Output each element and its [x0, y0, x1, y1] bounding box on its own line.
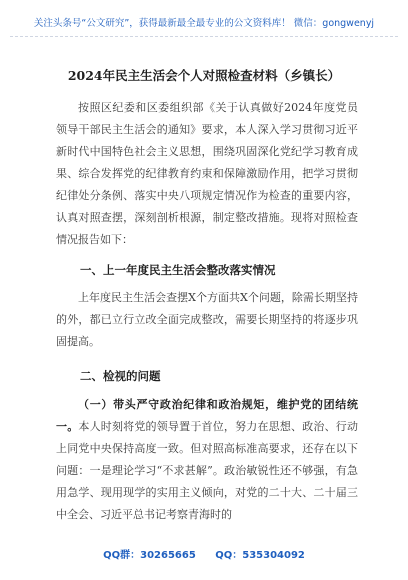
- header-note: 关注头条号“公文研究”，获得最新最全最专业的公文资料库！ 微信：gongwenyj: [33, 18, 375, 29]
- header-divider: [10, 36, 398, 37]
- subsection1-lead: （一）带头严守政治纪律和政治规矩，维护党的团结统一。: [56, 398, 358, 433]
- section2-heading: 二、检视的问题: [80, 369, 161, 383]
- document-title: 2024年民主生活会个人对照检查材料（乡镇长）: [67, 68, 341, 83]
- section1-paragraph: 上年度民主生活会查摆X个方面共X个问题，除需长期坚持的外，都已立行立改全面完成整改，需要长期坚持的将逐步巩固提高。: [56, 291, 358, 348]
- footer-qq-group: QQ群：30265665: [103, 550, 196, 561]
- footer-qq: QQ：535304092: [215, 550, 305, 561]
- section1-heading: 一、上一年度民主生活会整改落实情况: [80, 263, 276, 277]
- footer-contact: [0, 546, 408, 561]
- subsection1-paragraph: [56, 394, 358, 526]
- intro-paragraph: 按照区纪委和区委组织部《关于认真做好2024年度党员领导干部民主生活会的通知》要求，本人深入学习贯彻习近平新时代中国特色社会主义思想，围绕巩固深化党纪学习教育成果、综合发挥党的纪律教育约束和保障激励作用，把学习贯彻纪律处分条例、落实中央八项规定情况作为检查的重要内容，认真对照查摆，深刻剖析根源，制定整改措施。现将对照检查情况报告如下：: [56, 101, 358, 246]
- subsection1-body: 本人时刻将党的领导置于首位，努力在思想、政治、行动上同党中央保持高度一致。但对照高标准高要求，还存在以下问题：一是理论学习“不求甚解”。政治敏锐性还不够强，有急用急学、现用现学的实用主义倾向，对党的二十大、二十届三中全会、习近平总书记考察青海时的: [56, 420, 359, 521]
